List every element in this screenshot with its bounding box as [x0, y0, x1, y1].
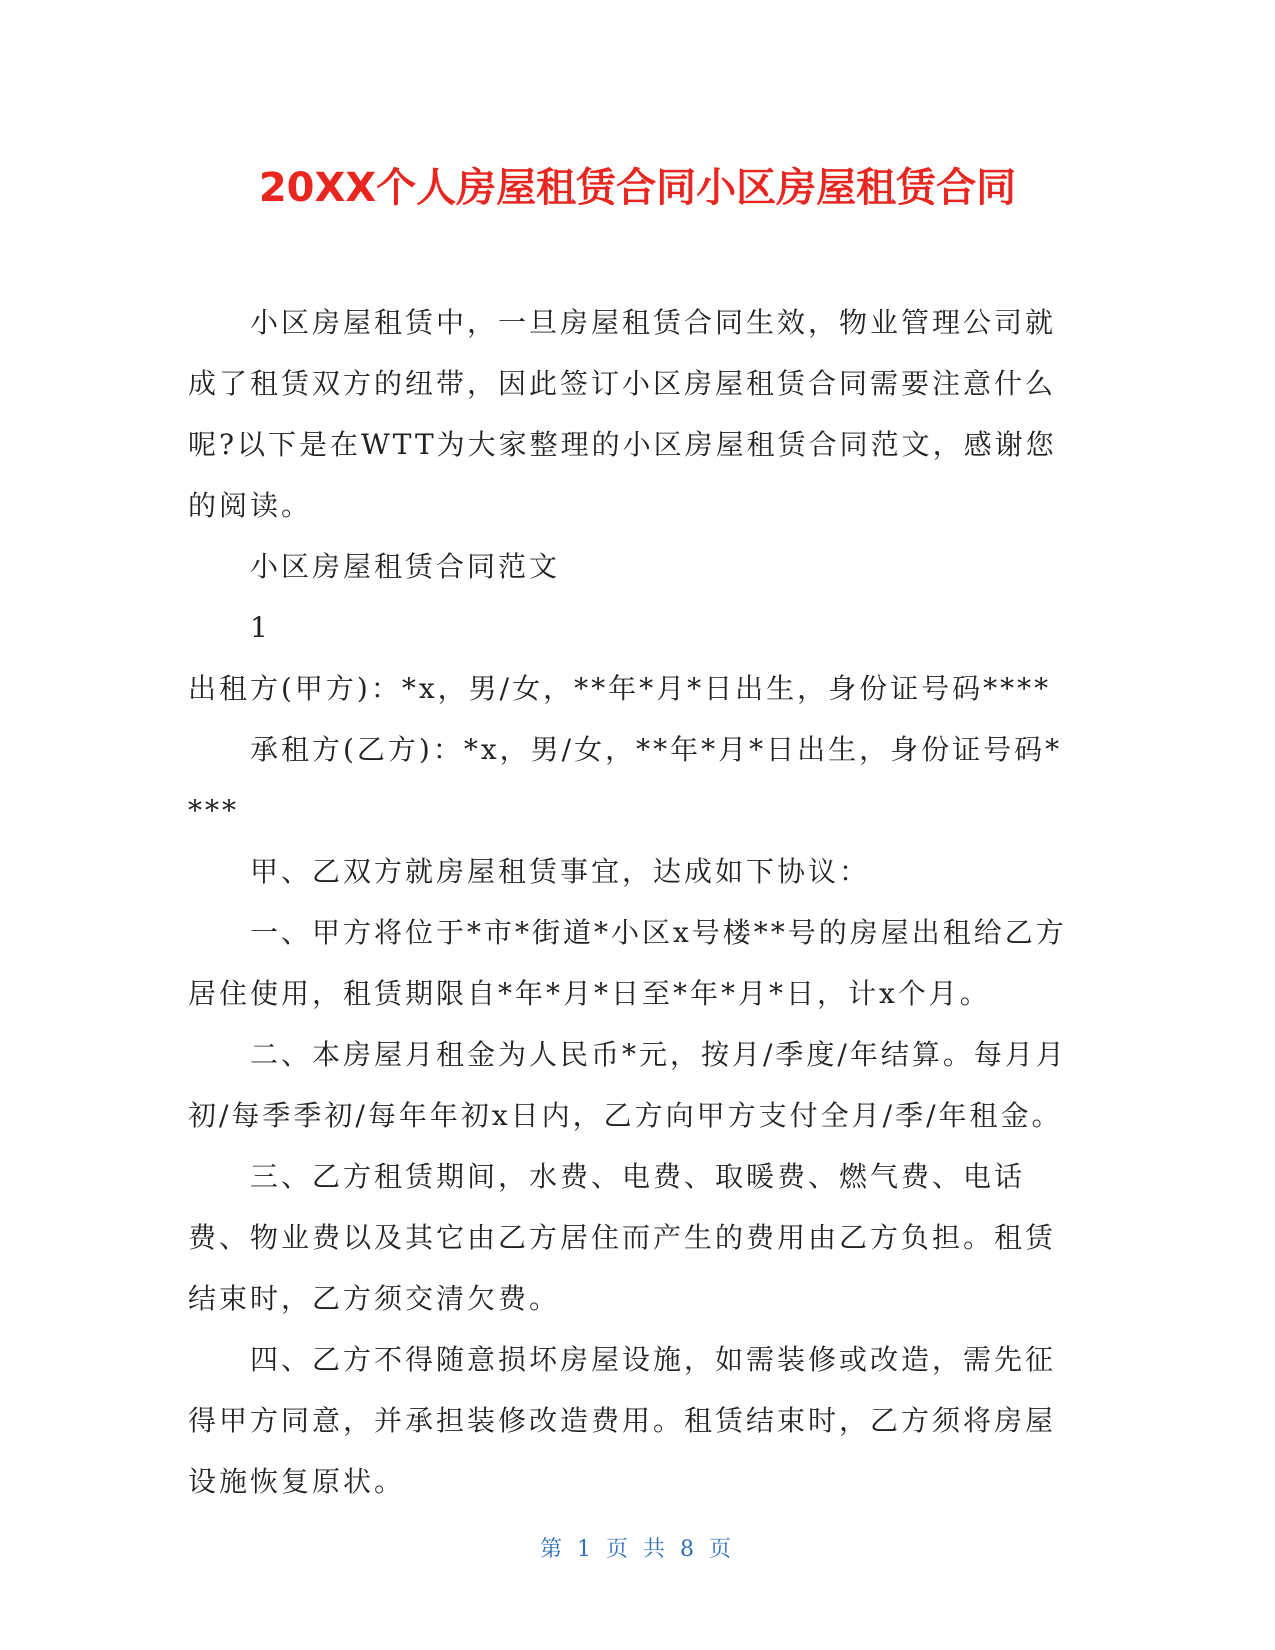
- document-body: [188, 292, 1068, 1512]
- page-number-footer: 第 1 页 共 8 页: [540, 1537, 735, 1562]
- section-number: 1: [250, 611, 271, 644]
- lessor-line: 出租方(甲方)：*x，男/女，**年*月*日出生，身份证号码****: [188, 672, 1052, 705]
- intro-paragraph: 小区房屋租赁中，一旦房屋租赁合同生效，物业管理公司就成了租赁双方的纽带，因此签订小区房屋租赁合同需要注意什么呢?以下是在WTT为大家整理的小区房屋租赁合同范文，感谢您的阅读。: [188, 306, 1057, 522]
- agreement-intro: 甲、乙双方就房屋租赁事宜，达成如下协议：: [250, 855, 871, 888]
- clause-2: 二、本房屋月租金为人民币*元，按月/季度/年结算。每月月初/每季季初/每年年初x日内，乙方向甲方支付全月/季/年租金。: [188, 1038, 1067, 1132]
- lessee-line: 承租方(乙方)：*x，男/女，**年*月*日出生，身份证号码****: [188, 733, 1063, 827]
- clause-1: 一、甲方将位于*市*街道*小区x号楼**号的房屋出租给乙方居住使用，租赁期限自*年*月*日至*年*月*日，计x个月。: [188, 916, 1067, 1010]
- clause-4: 四、乙方不得随意损坏房屋设施，如需装修或改造，需先征得甲方同意，并承担装修改造费用。租赁结束时，乙方须将房屋设施恢复原状。: [188, 1343, 1057, 1498]
- document-title: 20XX个人房屋租赁合同小区房屋租赁合同: [258, 165, 1017, 211]
- clause-3: 三、乙方租赁期间，水费、电费、取暖费、燃气费、电话费、物业费以及其它由乙方居住而产生的费用由乙方负担。租赁结束时，乙方须交清欠费。: [188, 1160, 1057, 1315]
- section-heading: 小区房屋租赁合同范文: [250, 550, 561, 583]
